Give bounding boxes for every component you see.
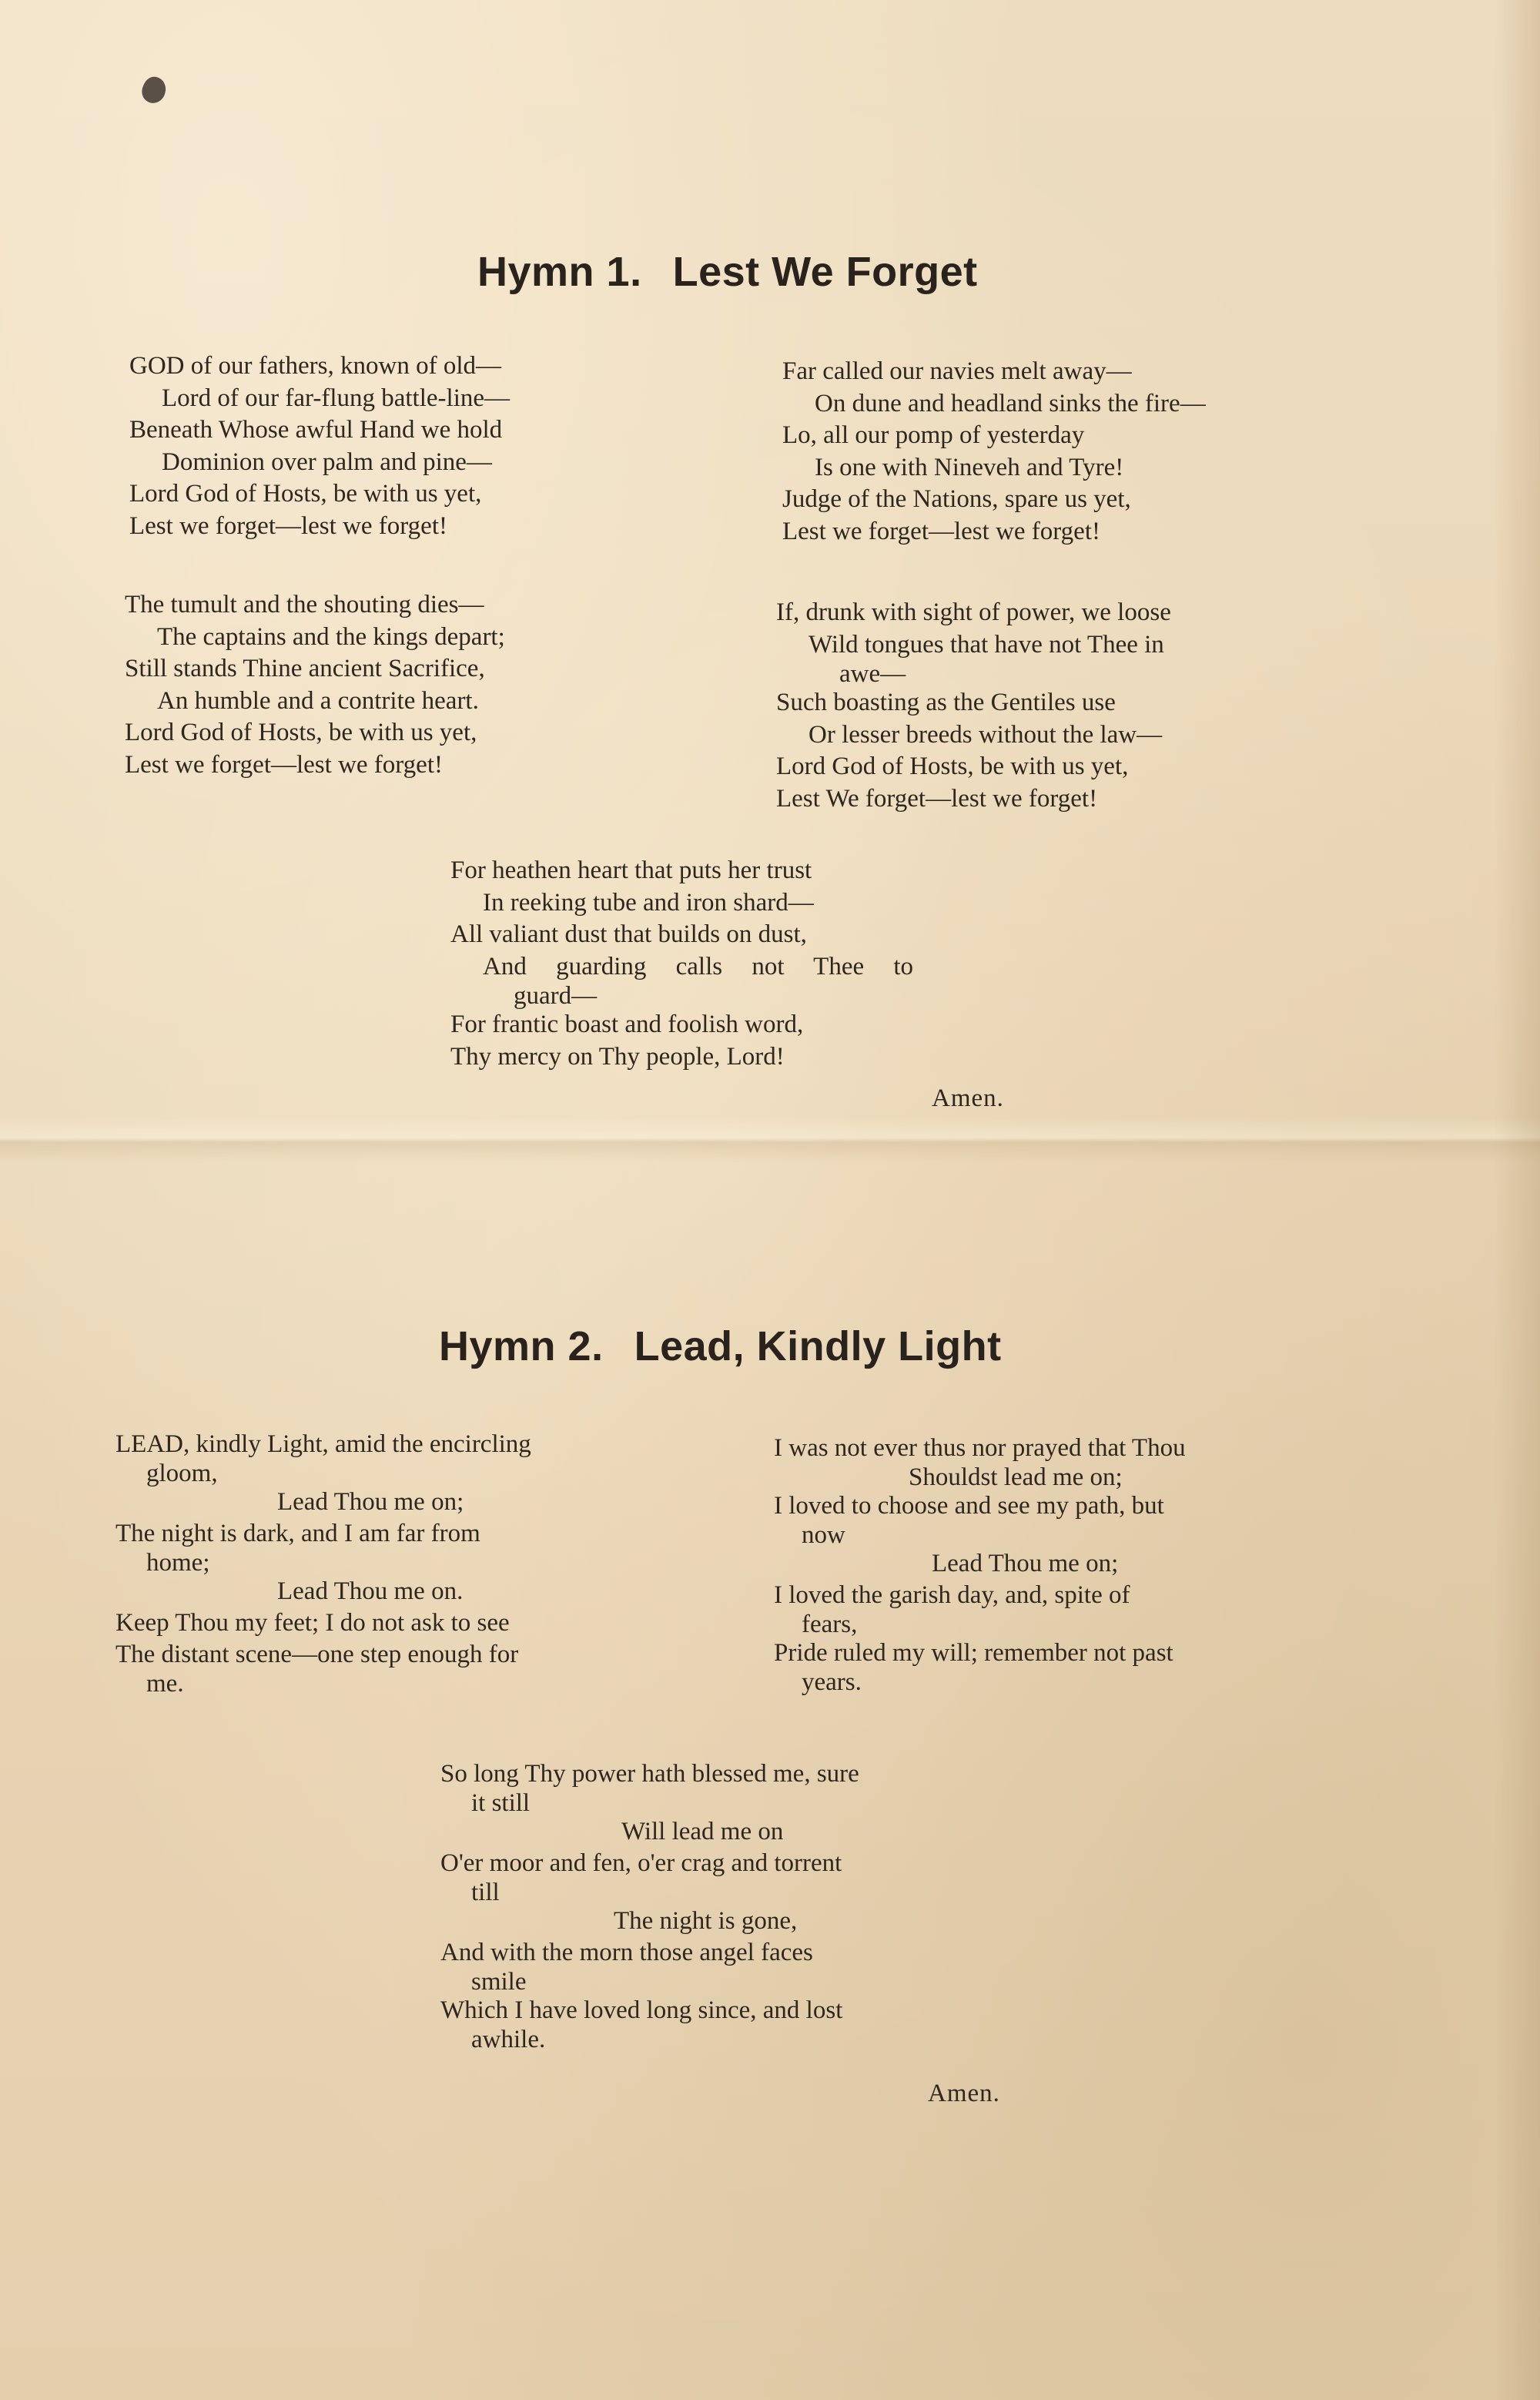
- verse-line: me.: [146, 1670, 184, 1698]
- hymn1-verse-1: [129, 350, 510, 542]
- verse-line: awhile.: [471, 2026, 546, 2053]
- hymn2-title: Lead, Kindly Light: [634, 1323, 1002, 1369]
- verse-line: On dune and headland sinks the fire—: [815, 389, 1206, 417]
- verse-line: An humble and a contrite heart.: [157, 686, 479, 715]
- hymn2-number: Hymn 2.: [439, 1323, 604, 1369]
- verse-line: Pride ruled my will; remember not past: [774, 1639, 1173, 1667]
- verse-line: If, drunk with sight of power, we loose: [776, 598, 1171, 626]
- verse-line: Lo, all our pomp of yesterday: [782, 421, 1085, 449]
- verse-line: The tumult and the shouting dies—: [125, 591, 484, 618]
- hymn2-verse-3: [440, 1758, 859, 2053]
- verse-line: now: [802, 1521, 845, 1549]
- verse-line: Far called our navies melt away—: [782, 357, 1132, 385]
- verse-line: For frantic boast and foolish word,: [450, 1011, 804, 1038]
- verse-line: Wild tongues that have not Thee in: [808, 630, 1164, 659]
- hymn2-heading: [439, 1322, 1002, 1370]
- verse-line: I was not ever thus nor prayed that Thou: [774, 1434, 1186, 1462]
- verse-line: smile: [471, 1968, 527, 1996]
- verse-line: I loved to choose and see my path, but: [774, 1492, 1164, 1520]
- verse-line: Lord of our far-flung battle-line—: [162, 384, 511, 412]
- verse-line: And with the morn those angel faces: [440, 1939, 813, 1966]
- verse-line: Keep Thou my feet; I do not ask to see: [116, 1609, 510, 1637]
- verse-line: The night is dark, and I am far from: [116, 1520, 480, 1547]
- verse-line: years.: [802, 1668, 862, 1696]
- hymn2-verse-1: [116, 1429, 531, 1697]
- verse-line: The distant scene—one step enough for: [116, 1641, 519, 1668]
- verse-line: Still stands Thine ancient Sacrifice,: [125, 655, 485, 682]
- verse-line: Is one with Nineveh and Tyre!: [815, 453, 1124, 481]
- hymn1-verse-2: [125, 589, 505, 781]
- verse-line: home;: [146, 1549, 210, 1577]
- verse-line: And guarding calls not Thee to: [483, 952, 914, 980]
- verse-line: The captains and the kings depart;: [157, 622, 505, 651]
- hymn2-verse-2: [774, 1433, 1186, 1695]
- ink-blot-mark: [138, 73, 170, 106]
- verse-line: awe—: [839, 660, 906, 688]
- verse-line: Lord God of Hosts, be with us yet,: [125, 719, 477, 746]
- hymn1-verse-5: [450, 855, 913, 1073]
- verse-line: So long Thy power hath blessed me, sure: [440, 1760, 859, 1788]
- verse-line: In reeking tube and iron shard—: [483, 888, 814, 917]
- verse-line: guard—: [514, 982, 598, 1010]
- verse-line: LEAD, kindly Light, amid the encircling: [116, 1430, 531, 1458]
- hymn2-amen: Amen.: [928, 2080, 1000, 2107]
- verse-line: The night is gone,: [614, 1907, 798, 1935]
- hymn1-verse-3: [782, 356, 1206, 548]
- verse-line: GOD of our fathers, known of old—: [129, 352, 501, 380]
- paper-edge-shadow: [1494, 0, 1540, 2400]
- verse-line: For heathen heart that puts her trust: [450, 856, 812, 884]
- verse-line: Dominion over palm and pine—: [162, 447, 492, 476]
- verse-line: Will lead me on: [621, 1818, 784, 1845]
- verse-line: it still: [471, 1789, 531, 1817]
- verse-line: All valiant dust that builds on dust,: [450, 920, 807, 948]
- verse-line: Lord God of Hosts, be with us yet,: [129, 480, 482, 508]
- verse-line: till: [471, 1879, 500, 1906]
- verse-line: Judge of the Nations, spare us yet,: [782, 485, 1131, 513]
- verse-line: Lest We forget—lest we forget!: [776, 784, 1098, 813]
- verse-line: Lest we forget—lest we forget!: [782, 517, 1100, 545]
- hymn1-verse-4: [776, 597, 1171, 815]
- paper-fold-crease: [0, 1117, 1540, 1163]
- verse-line: Lead Thou me on.: [277, 1577, 464, 1605]
- verse-line: Shouldst lead me on;: [909, 1463, 1123, 1491]
- verse-line: Which I have loved long since, and lost: [440, 1996, 843, 2024]
- hymn1-title: Lest We Forget: [672, 249, 978, 295]
- verse-line: Lead Thou me on;: [277, 1488, 464, 1516]
- verse-line: Or lesser breeds without the law—: [808, 720, 1163, 749]
- verse-line: I loved the garish day, and, spite of: [774, 1581, 1130, 1609]
- verse-line: Thy mercy on Thy people, Lord!: [450, 1042, 785, 1071]
- verse-line: gloom,: [146, 1460, 218, 1487]
- verse-line: Lead Thou me on;: [932, 1550, 1119, 1577]
- hymn1-heading: [477, 248, 978, 296]
- verse-line: Lest we forget—lest we forget!: [129, 511, 447, 540]
- verse-line: O'er moor and fen, o'er crag and torrent: [440, 1849, 842, 1877]
- verse-line: Beneath Whose awful Hand we hold: [129, 416, 503, 444]
- verse-line: Lest we forget—lest we forget!: [125, 750, 443, 779]
- verse-line: Lord God of Hosts, be with us yet,: [776, 753, 1129, 780]
- verse-line: fears,: [802, 1611, 858, 1638]
- hymn1-number: Hymn 1.: [477, 249, 642, 295]
- hymn1-amen: Amen.: [932, 1084, 1004, 1112]
- verse-line: Such boasting as the Gentiles use: [776, 689, 1116, 716]
